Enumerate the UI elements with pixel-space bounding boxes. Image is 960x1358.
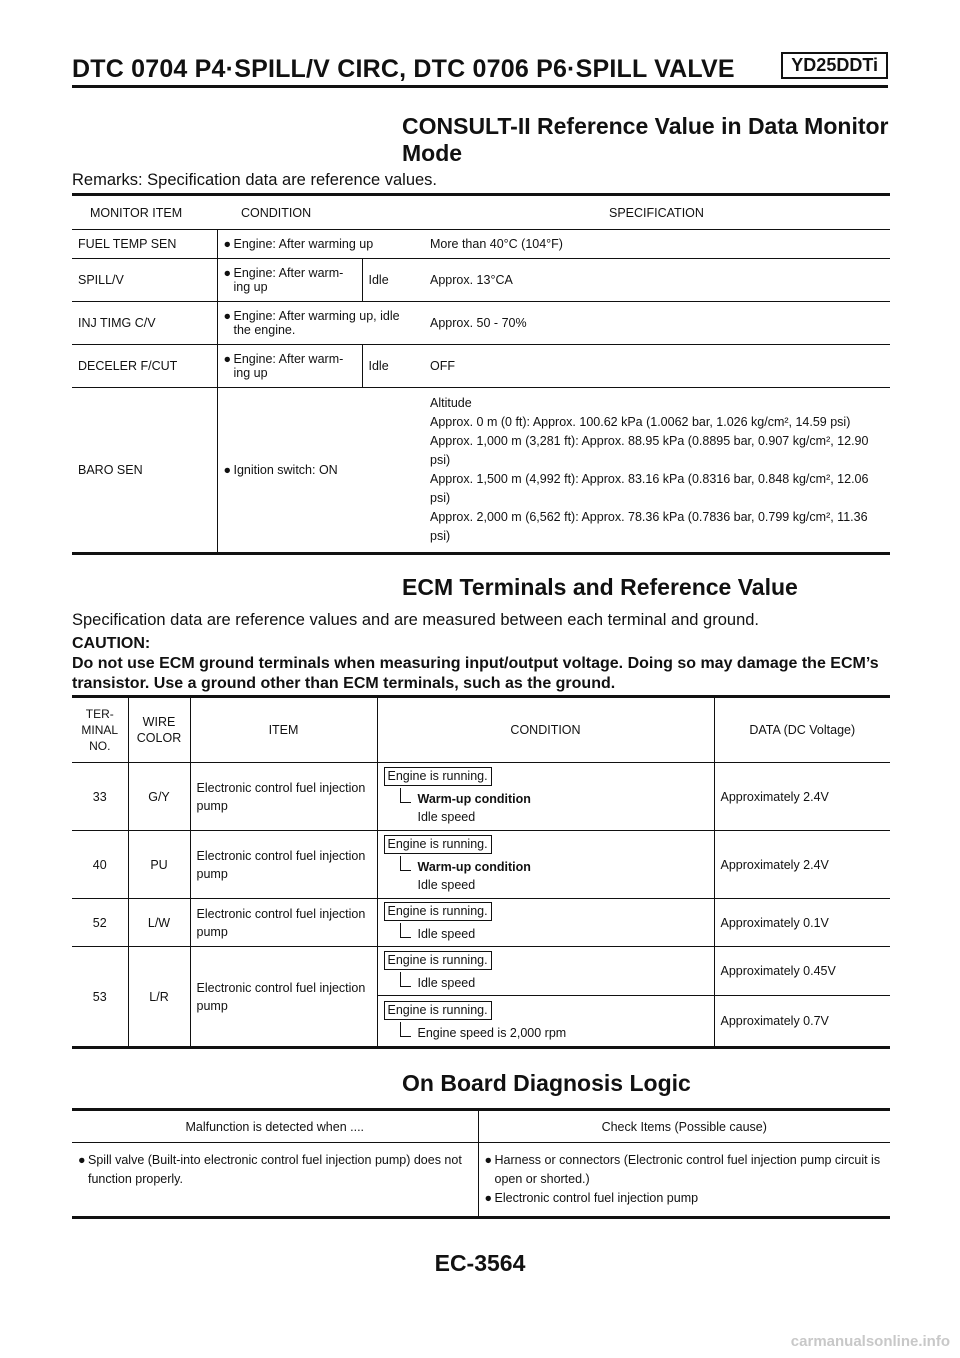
intro-text: Specification data are reference values and are measured between each terminal and ground.	[72, 611, 760, 629]
check-item: ● Harness or connectors (Electronic control fuel injection pump circuit is open or shorted.)	[485, 1151, 885, 1189]
remarks-text: Remarks: Specification data are reference values.	[72, 171, 438, 189]
diagnosis-logic-table	[72, 1108, 890, 1219]
item-cell: Electronic control fuel injection pump	[190, 831, 377, 899]
bullet: ●	[223, 237, 232, 251]
terminal-no: 33	[72, 763, 128, 831]
condition-cell	[377, 831, 714, 899]
column-header: DATA (DC Voltage)	[714, 697, 890, 763]
column-header: WIRE COLOR	[128, 697, 190, 763]
table-row	[72, 230, 890, 259]
spec-line: Approx. 2,000 m (6,562 ft): Approx. 78.36 kPa (0.7836 bar, 0.799 kg/cm², 11.36 psi)	[430, 510, 868, 543]
terminal-no: 52	[72, 899, 128, 947]
condition-box: Engine is running.	[384, 835, 492, 854]
page-header	[72, 52, 888, 88]
engine-badge: YD25DDTi	[781, 52, 888, 79]
data-value: Approximately 0.45V	[714, 947, 890, 996]
spec-line: Approx. 1,000 m (3,281 ft): Approx. 88.95 kPa (0.8895 bar, 0.907 kg/cm², 12.90 psi)	[430, 434, 869, 467]
table-header-row	[72, 195, 890, 230]
condition-cell: ● Engine: After warm-ing up	[217, 259, 362, 302]
condition-detail: Warm-up condition Idle speed	[384, 858, 708, 894]
table-header-row	[72, 697, 890, 763]
section-title-obd: On Board Diagnosis Logic	[402, 1070, 691, 1096]
caution-text: Do not use ECM ground terminals when measuring input/output voltage. Doing so may damage the ECM’s transistor. Use a ground other than ECM terminals, such as the ground.	[72, 655, 879, 692]
data-value: Approximately 2.4V	[714, 763, 890, 831]
bullet: ●	[484, 1191, 493, 1205]
column-header: CONDITION	[241, 205, 312, 220]
check-items-cell	[478, 1143, 890, 1218]
item-cell: Electronic control fuel injection pump	[190, 763, 377, 831]
column-header: ITEM	[190, 697, 377, 763]
condition-detail: Idle speed	[384, 925, 708, 943]
condition-cell: ● Ignition switch: ON	[217, 388, 424, 554]
table-row	[72, 831, 890, 899]
header-rule	[72, 85, 888, 88]
spec-line: Approx. 1,500 m (4,992 ft): Approx. 83.16 kPa (0.8316 bar, 0.848 kg/cm², 12.06 psi)	[430, 472, 869, 505]
consult-reference-table	[72, 193, 890, 555]
spec-cell: More than 40°C (104°F)	[424, 230, 890, 259]
table-row	[72, 1143, 890, 1218]
page-number: EC-3564	[434, 1250, 526, 1276]
item-cell: Electronic control fuel injection pump	[190, 899, 377, 947]
monitor-item: DECELER F/CUT	[72, 345, 217, 388]
data-value: Approximately 0.7V	[714, 996, 890, 1048]
ecm-terminal-table	[72, 695, 890, 1049]
data-value: Approximately 0.1V	[714, 899, 890, 947]
monitor-item: BARO SEN	[72, 388, 217, 554]
condition-box: Engine is running.	[384, 767, 492, 786]
spec-cell: OFF	[424, 345, 890, 388]
data-value: Approximately 2.4V	[714, 831, 890, 899]
condition-cell: ● Engine: After warming up, idle the engine.	[217, 302, 424, 345]
table-row	[72, 259, 890, 302]
section-title-consult: CONSULT-II Reference Value in Data Monitor Mode	[402, 113, 889, 166]
monitor-item: INJ TIMG C/V	[72, 302, 217, 345]
column-header: Check Items (Possible cause)	[478, 1110, 890, 1143]
bullet: ●	[223, 352, 232, 366]
terminal-no: 53	[72, 947, 128, 1048]
bullet: ●	[223, 309, 232, 323]
bullet: ●	[223, 266, 232, 280]
column-header: CONDITION	[377, 697, 714, 763]
table-header-row	[72, 1110, 890, 1143]
wire-color: L/R	[128, 947, 190, 1048]
table-row	[72, 947, 890, 996]
condition-cell: ● Engine: After warm-ing up	[217, 345, 362, 388]
malfunction-cell: ● Spill valve (Built-into electronic control fuel injection pump) does not function properly.	[72, 1143, 478, 1218]
spec-line: Altitude	[430, 396, 472, 410]
sub-condition-cell: Idle	[362, 345, 424, 388]
condition-cell	[377, 996, 714, 1048]
watermark: carmanualsonline.info	[790, 1333, 950, 1350]
bullet: ●	[223, 463, 232, 477]
condition-box: Engine is running.	[384, 902, 492, 921]
condition-cell: ● Engine: After warming up	[217, 230, 424, 259]
check-item: ● Electronic control fuel injection pump	[485, 1189, 885, 1208]
column-header: TER-MINAL NO.	[81, 707, 119, 753]
column-header: SPECIFICATION	[609, 205, 704, 220]
condition-detail: Engine speed is 2,000 rpm	[384, 1024, 708, 1042]
bullet: ●	[484, 1153, 493, 1167]
spec-cell: Approx. 50 - 70%	[424, 302, 890, 345]
header-title: DTC 0704 P4·SPILL/V CIRC, DTC 0706 P6·SPILL VALVE	[72, 55, 735, 83]
table-row	[72, 763, 890, 831]
table-row	[72, 388, 890, 554]
column-header: Malfunction is detected when ....	[185, 1119, 365, 1134]
condition-cell	[377, 899, 714, 947]
table-row	[72, 899, 890, 947]
item-cell: Electronic control fuel injection pump	[190, 947, 377, 1048]
condition-box: Engine is running.	[384, 951, 492, 970]
table-row	[72, 302, 890, 345]
wire-color: PU	[128, 831, 190, 899]
condition-box: Engine is running.	[384, 1001, 492, 1020]
terminal-no: 40	[72, 831, 128, 899]
sub-condition-cell: Idle	[362, 259, 424, 302]
condition-detail: Idle speed	[384, 974, 708, 992]
spec-line: Approx. 0 m (0 ft): Approx. 100.62 kPa (1.0062 bar, 1.026 kg/cm², 14.59 psi)	[430, 415, 851, 429]
caution-block	[72, 634, 892, 694]
spec-cell: Approx. 13°CA	[424, 259, 890, 302]
wire-color: L/W	[128, 899, 190, 947]
wire-color: G/Y	[128, 763, 190, 831]
table-row	[72, 345, 890, 388]
condition-cell	[377, 947, 714, 996]
bullet: ●	[78, 1153, 86, 1167]
section-title-ecm: ECM Terminals and Reference Value	[402, 574, 798, 600]
spec-cell	[424, 388, 890, 554]
condition-detail: Warm-up condition Idle speed	[384, 790, 708, 826]
monitor-item: SPILL/V	[72, 259, 217, 302]
caution-label: CAUTION:	[72, 635, 151, 652]
condition-cell	[377, 763, 714, 831]
column-header: MONITOR ITEM	[90, 205, 183, 220]
monitor-item: FUEL TEMP SEN	[72, 230, 217, 259]
